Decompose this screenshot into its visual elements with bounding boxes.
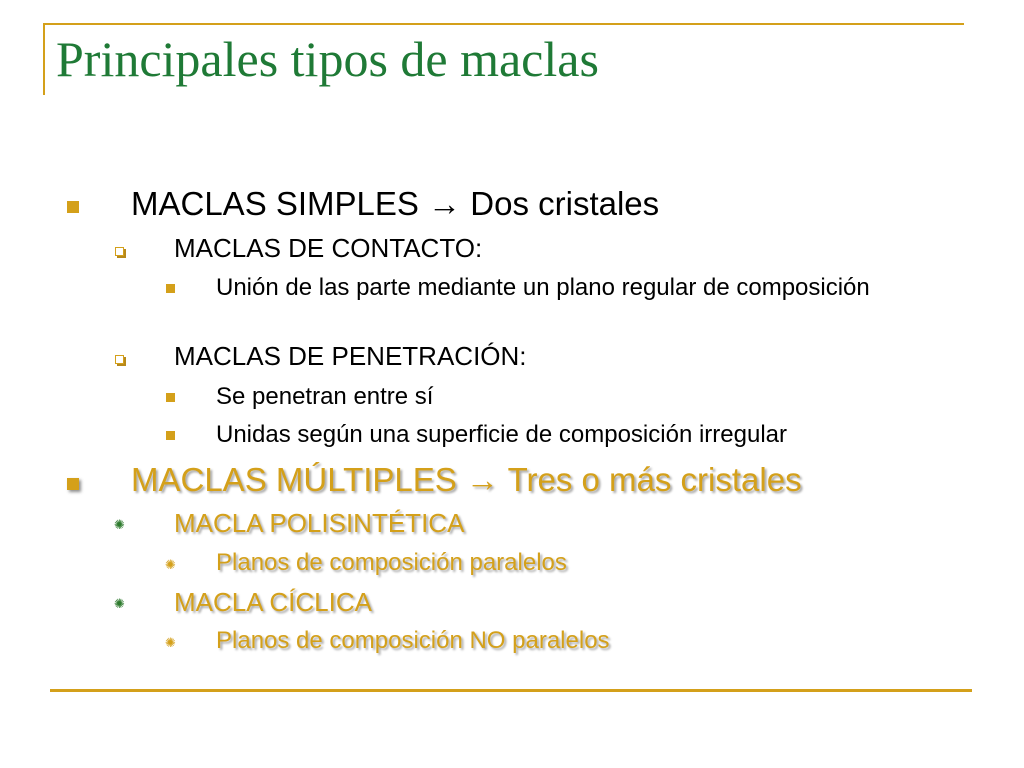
subitem-label: MACLA CÍCLICA xyxy=(174,587,372,617)
square-bullet-icon xyxy=(67,478,79,490)
small-square-bullet-icon xyxy=(166,284,175,293)
point-text: Planos de composición NO paralelos xyxy=(216,627,610,654)
burst-bullet-icon: ✺ xyxy=(165,636,176,651)
section-heading-main: MACLAS SIMPLES xyxy=(131,185,419,222)
point-text: Unión de las parte mediante un plano regular de composición xyxy=(216,274,870,301)
burst-bullet-icon: ✺ xyxy=(114,518,125,533)
section-heading-simple xyxy=(131,184,659,224)
burst-bullet-icon: ✺ xyxy=(114,597,125,612)
point-text: Unidas según una superficie de composición irregular xyxy=(216,421,787,448)
arrow-icon: → xyxy=(465,461,499,498)
bottom-border-line xyxy=(50,689,972,692)
square-bullet-icon xyxy=(67,201,79,213)
section-heading-main: MACLAS MÚLTIPLES xyxy=(131,461,457,498)
arrow-icon: → xyxy=(428,185,462,222)
point-text: Planos de composición paralelos xyxy=(216,549,567,576)
subitem-label: MACLAS DE CONTACTO: xyxy=(174,233,483,263)
section-heading-multiple xyxy=(131,460,802,500)
section-heading-rest: Dos cristales xyxy=(470,185,660,222)
point-text: Se penetran entre sí xyxy=(216,383,434,410)
small-square-bullet-icon xyxy=(166,431,175,440)
subitem-label: MACLAS DE PENETRACIÓN: xyxy=(174,341,527,371)
hollow-square-bullet-icon xyxy=(115,247,124,256)
section-heading-rest: Tres o más cristales xyxy=(507,461,802,498)
subitem-label: MACLA POLISINTÉTICA xyxy=(174,508,465,538)
slide-title: Principales tipos de maclas xyxy=(56,31,599,87)
hollow-square-bullet-icon xyxy=(115,355,124,364)
small-square-bullet-icon xyxy=(166,393,175,402)
burst-bullet-icon: ✺ xyxy=(165,558,176,573)
